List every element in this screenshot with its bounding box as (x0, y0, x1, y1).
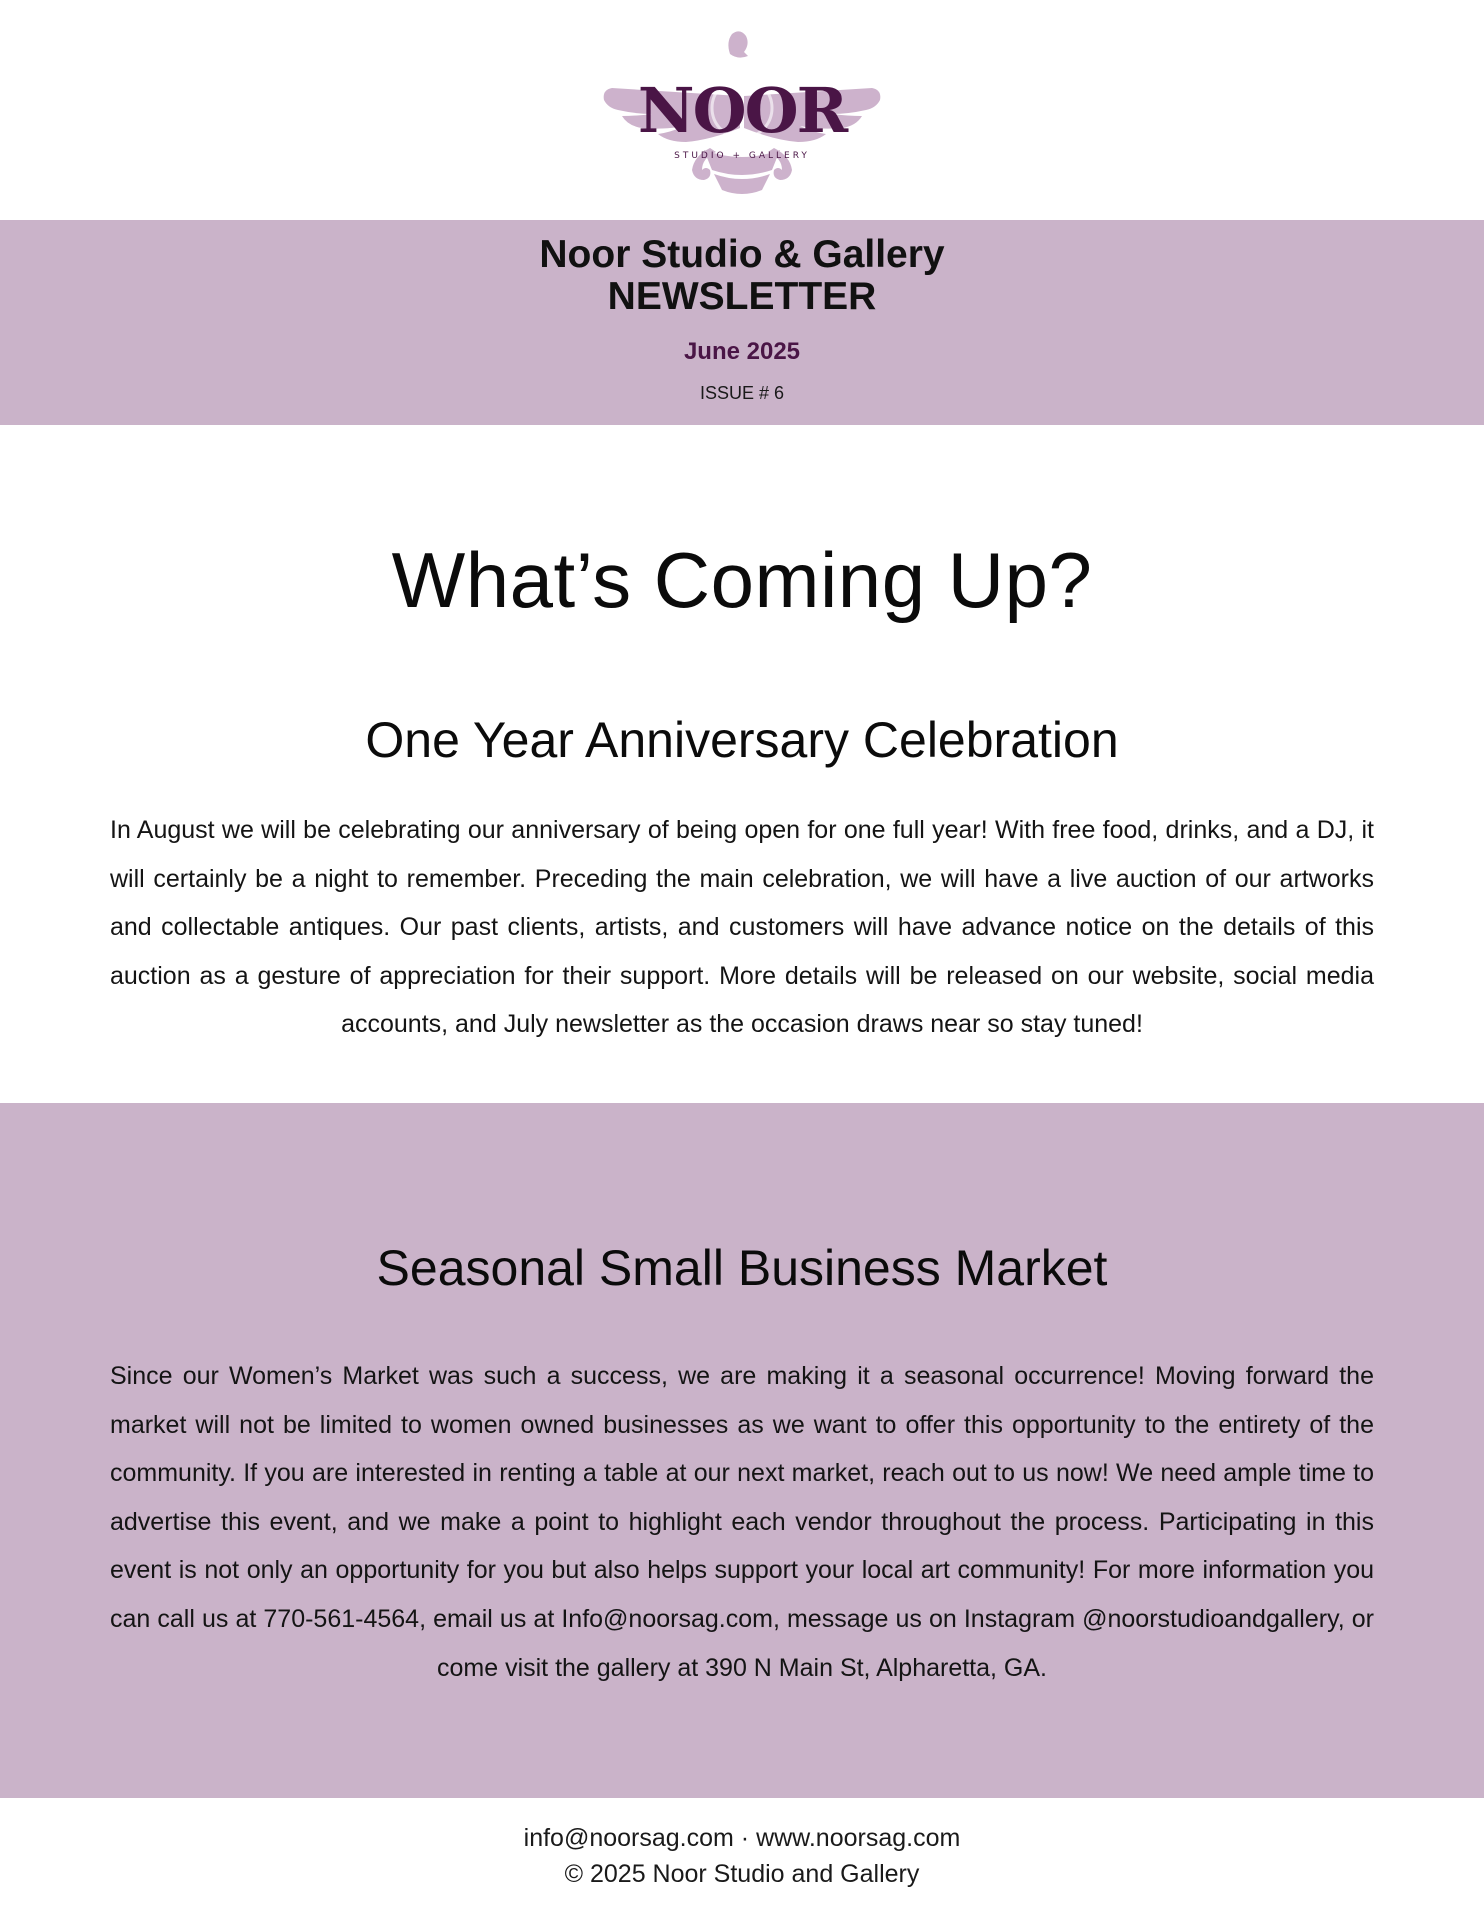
noor-logo (592, 28, 892, 204)
section-title-anniversary: One Year Anniversary Celebration (365, 712, 1119, 768)
page-title: What’s Coming Up? (391, 536, 1093, 624)
newsletter-label: NEWSLETTER (607, 275, 877, 318)
issue-date: June 2025 (683, 338, 801, 365)
section-body-anniversary: In August we will be celebrating our anniversary of being open for one full year! With free food, drinks, and a DJ, it will certainly be a night to remember. Preceding the main celebration, we will have a live auction of our artworks and collectable antiques. Our past clients, artists, and customers will have advance notice on the details of this auction as a gesture of appreciation for their support. More details will be released on our website, social media accounts, and July newsletter as the occasion draws near so stay tuned! (110, 816, 1374, 1039)
organization-name: Noor Studio & Gallery (539, 233, 945, 276)
section-body-market: Since our Women’s Market was such a success, we are making it a seasonal occurrence! Moving forward the market will not be limited to women owned businesses as we want to offer this opportunity to the entirety of the community. If you are interested in renting a table at our next market, reach out to us now! We need ample time to advertise this event, and we make a point to highlight each vendor throughout the process. Participating in this event is not only an opportunity for you but also helps support your local art community! For more information you can call us at 770-561-4564, email us at Info@noorsag.com, message us on Instagram @noorstudioandgallery, or come visit the gallery at 390 N Main St, Alpharetta, GA. (110, 1362, 1374, 1682)
footer-copyright: © 2025 Noor Studio and Gallery (564, 1860, 920, 1888)
logo-wordmark: NOOR (637, 74, 847, 147)
section-title-market: Seasonal Small Business Market (376, 1240, 1108, 1296)
logo-area (0, 0, 1484, 220)
logo-tagline: STUDIO + GALLERY (674, 151, 810, 161)
page-footer (0, 1820, 1484, 1892)
issue-number: ISSUE # 6 (699, 383, 785, 403)
footer-contact: info@noorsag.com · www.noorsag.com (523, 1824, 961, 1852)
newsletter-masthead (0, 220, 1484, 425)
